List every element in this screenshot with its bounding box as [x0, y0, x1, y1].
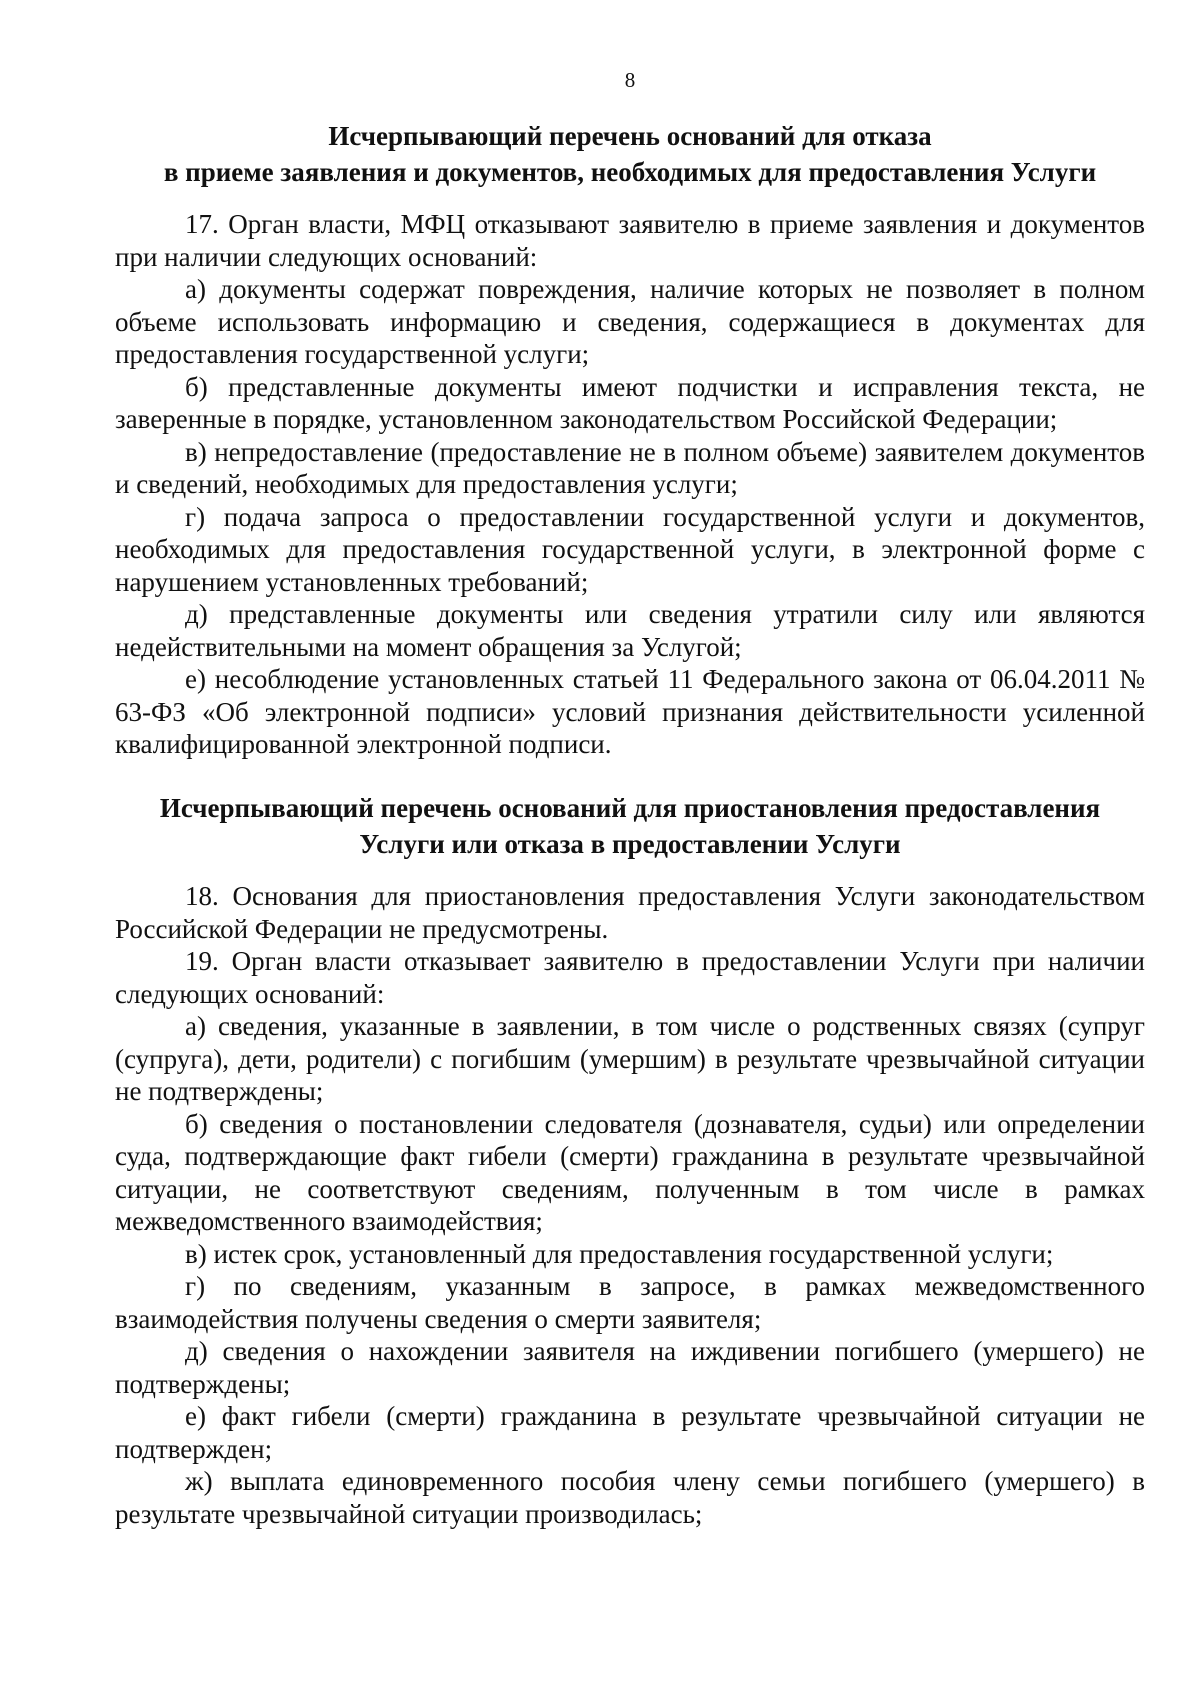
- paragraph-19-zh: ж) выплата единовременного пособия члену семьи погибшего (умершего) в результате чрезвычайной ситуации производилась;: [115, 1466, 1145, 1529]
- paragraph-19-d: д) сведения о нахождении заявителя на иждивении погибшего (умершего) не подтверждены;: [115, 1336, 1145, 1399]
- paragraph-18: 18. Основания для приостановления предоставления Услуги законодательством Российской Федерации не предусмотрены.: [115, 881, 1145, 944]
- paragraph-19-a: а) сведения, указанные в заявлении, в том числе о родственных связях (супруг (супруга), дети, родители) с погибшим (умершим) в результате чрезвычайной ситуации не подтверждены;: [115, 1011, 1145, 1106]
- paragraph-17-b: б) представленные документы имеют подчистки и исправления текста, не заверенные в порядке, установленном законодательством Российской Федерации;: [115, 371, 1145, 434]
- paragraph-17-v: в) непредоставление (предоставление не в полном объеме) заявителем документов и сведений, необходимых для предоставления услуги;: [115, 436, 1145, 499]
- section-body-suspension-refusal: [115, 880, 1145, 1530]
- paragraph-17-g: г) подача запроса о предоставлении государственной услуги и документов, необходимых для предоставления государственной услуги, в электронной форме с нарушением установленных требований;: [115, 501, 1145, 597]
- paragraph-19-b: б) сведения о постановлении следователя (дознавателя, судьи) или определении суда, подтверждающие факт гибели (смерти) гражданина в результате чрезвычайной ситуации, не соответствуют сведениям, полученным в том числе в рамках межведомственного взаимодействия;: [115, 1108, 1145, 1236]
- paragraph-19-g: г) по сведениям, указанным в запросе, в рамках межведомственного взаимодействия получены сведения о смерти заявителя;: [115, 1271, 1145, 1334]
- section-heading-suspension-refusal: [115, 790, 1145, 862]
- paragraph-17-d: д) представленные документы или сведения утратили силу или являются недействительными на момент обращения за Услугой;: [115, 599, 1145, 662]
- paragraph-17: 17. Орган власти, МФЦ отказывают заявителю в приеме заявления и документов при наличии следующих оснований:: [115, 209, 1145, 272]
- section-heading-line: Исчерпывающий перечень оснований для отказа: [328, 121, 932, 151]
- section-heading-line: Исчерпывающий перечень оснований для приостановления предоставления: [159, 793, 1101, 823]
- paragraph-17-e: е) несоблюдение установленных статьей 11 Федерального закона от 06.04.2011 № 63-ФЗ «Об электронной подписи» условий признания действительности усиленной квалифицированной электронной подписи.: [115, 664, 1145, 759]
- section-heading-line: Услуги или отказа в предоставлении Услуги: [359, 829, 901, 859]
- section-body-refusal-acceptance: [115, 208, 1145, 761]
- paragraph-19: 19. Орган власти отказывает заявителю в предоставлении Услуги при наличии следующих оснований:: [115, 946, 1145, 1009]
- section-heading-line: в приеме заявления и документов, необходимых для предоставления Услуги: [163, 157, 1097, 187]
- paragraph-17-a: а) документы содержат повреждения, наличие которых не позволяет в полном объеме использовать информацию и сведения, содержащиеся в документах для предоставления государственной услуги;: [115, 274, 1145, 369]
- section-heading-refusal-acceptance: [115, 118, 1145, 190]
- paragraph-19-e: е) факт гибели (смерти) гражданина в результате чрезвычайной ситуации не подтвержден;: [115, 1401, 1145, 1464]
- page-number: 8: [624, 68, 636, 92]
- paragraph-19-v: в) истек срок, установленный для предоставления государственной услуги;: [185, 1238, 1054, 1269]
